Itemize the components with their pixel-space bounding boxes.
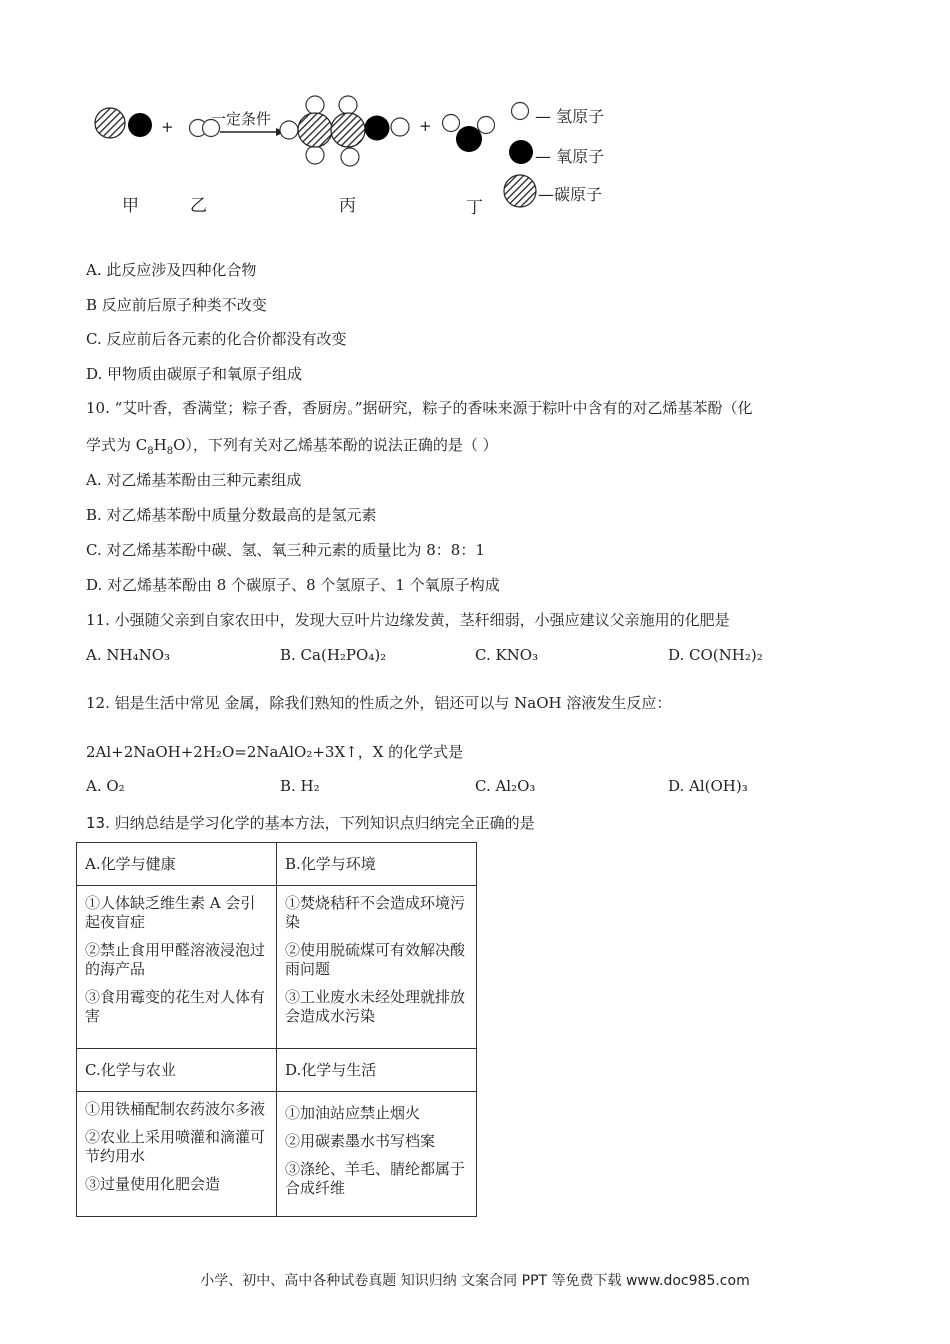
q9-option-b: B 反应前后原子种类不改变: [86, 296, 267, 314]
list-item: ①加油站应禁止烟火: [285, 1104, 421, 1122]
molecule-bing: [280, 96, 409, 166]
list-item: ②使用脱硫煤可有效解决酸雨问题: [285, 941, 466, 978]
q11-option-a: A. NH₄NO₃: [86, 646, 171, 664]
list-item: ③过量使用化肥会造: [85, 1175, 221, 1193]
q11-option-d: D. CO(NH₂)₂: [668, 646, 763, 664]
q9-option-c: C. 反应前后各元素的化合价都没有改变: [86, 330, 347, 348]
hydrogen-atom: [443, 115, 460, 132]
q9-option-a: A. 此反应涉及四种化合物: [86, 261, 257, 279]
list-item: ③涤纶、羊毛、腈纶都属于合成纤维: [285, 1160, 466, 1197]
hydrogen-atom: [280, 121, 298, 139]
molecule-ding: [443, 115, 495, 153]
q10-option-d: D. 对乙烯基苯酚由 8 个碳原子、8 个氢原子、1 个氧原子构成: [86, 576, 500, 594]
cell-b-title: B.化学与环境: [277, 843, 477, 886]
legend-hydrogen: — 氢原子: [535, 107, 605, 126]
q10-option-a: A. 对乙烯基苯酚由三种元素组成: [86, 471, 302, 489]
q12-option-d: D. Al(OH)₃: [668, 777, 748, 795]
list-item: ③食用霉变的花生对人体有害: [85, 988, 266, 1025]
molecule-jia: [95, 108, 152, 138]
q11-option-c: C. KNO₃: [475, 646, 539, 664]
arrow-condition: 一定条件: [211, 110, 272, 128]
plus-sign: +: [161, 118, 174, 136]
cell-c-items: [77, 1092, 277, 1217]
cell-b-items: [277, 886, 477, 1049]
list-item: ①人体缺乏维生素 A 会引起夜盲症: [85, 894, 256, 931]
q12-equation: 2Al+2NaOH+2H₂O=2NaAlO₂+3X↑，X 的化学式是: [86, 743, 464, 761]
carbon-atom: [298, 113, 332, 147]
list-item: ③工业废水未经处理就排放会造成水污染: [285, 988, 466, 1025]
list-item: ①用铁桶配制农药波尔多液: [85, 1100, 266, 1118]
hydrogen-atom: [339, 96, 357, 114]
label-ding: 丁: [466, 198, 483, 218]
legend-carbon-icon: [504, 175, 536, 207]
oxygen-atom: [456, 126, 482, 152]
list-item: ①焚烧秸秆不会造成环境污染: [285, 894, 466, 931]
cell-a-items: [77, 886, 277, 1049]
oxygen-atom: [128, 113, 152, 137]
legend-oxygen: — 氧原子: [535, 147, 605, 166]
list-item: ②农业上采用喷灌和滴灌可节约用水: [85, 1128, 266, 1165]
label-bing: 丙: [339, 196, 356, 216]
oxygen-atom: [365, 116, 390, 141]
q13-knowledge-table: [76, 842, 477, 1217]
list-item: ②用碳素墨水书写档案: [285, 1132, 436, 1150]
label-jia: 甲: [122, 196, 139, 216]
q11-stem: 11. 小强随父亲到自家农田中，发现大豆叶片边缘发黄，茎秆细弱，小强应建议父亲施用的化肥是: [86, 611, 730, 629]
carbon-atom: [331, 113, 365, 147]
plus-sign: +: [419, 117, 432, 135]
q12-option-b: B. H₂: [280, 777, 320, 795]
cell-c-title: C.化学与农业: [77, 1049, 277, 1092]
q9-option-d: D. 甲物质由碳原子和氧原子组成: [86, 365, 303, 383]
cell-d-items: [277, 1092, 477, 1217]
legend-oxygen-icon: [509, 140, 533, 164]
q13-stem: 13. 归纳总结是学习化学的基本方法，下列知识点归纳完全正确的是: [86, 814, 535, 832]
q10-option-c: C. 对乙烯基苯酚中碳、氢、氧三种元素的质量比为 8：8：1: [86, 541, 485, 559]
legend-carbon: —碳原子: [538, 185, 603, 204]
cell-a-title: A.化学与健康: [77, 843, 277, 886]
list-item: ②禁止食用甲醛溶液浸泡过的海产品: [85, 941, 266, 978]
q11-option-b: B. Ca(H₂PO₄)₂: [280, 646, 387, 664]
q10-option-b: B. 对乙烯基苯酚中质量分数最高的是氢元素: [86, 506, 377, 524]
hydrogen-atom: [478, 117, 495, 134]
carbon-atom: [95, 108, 125, 138]
label-yi: 乙: [190, 196, 207, 216]
legend-hydrogen-icon: [512, 103, 529, 120]
hydrogen-atom: [306, 96, 324, 114]
q12-option-a: A. O₂: [86, 777, 125, 795]
hydrogen-atom: [391, 118, 409, 136]
q10-stem-line1: 10. “艾叶香，香满堂；粽子香，香厨房。”据研究，粽子的香味来源于粽叶中含有的对乙烯基苯酚（化: [86, 399, 753, 417]
cell-d-title: D.化学与生活: [277, 1049, 477, 1092]
hydrogen-atom: [341, 148, 359, 166]
hydrogen-atom: [306, 146, 324, 164]
page-footer: 小学、初中、高中各种试卷真题 知识归纳 文案合同 PPT 等免费下载 www.doc985.com: [200, 1273, 750, 1289]
q12-stem: 12. 铝是生活中常见 金属，除我们熟知的性质之外，铝还可以与 NaOH 溶液发生反应：: [86, 694, 672, 712]
q12-option-c: C. Al₂O₃: [475, 777, 536, 795]
q10-stem-line2: 学式为 $C_8H_8O$），下列有关对乙烯基苯酚的说法正确的是（ ）: [86, 436, 498, 457]
